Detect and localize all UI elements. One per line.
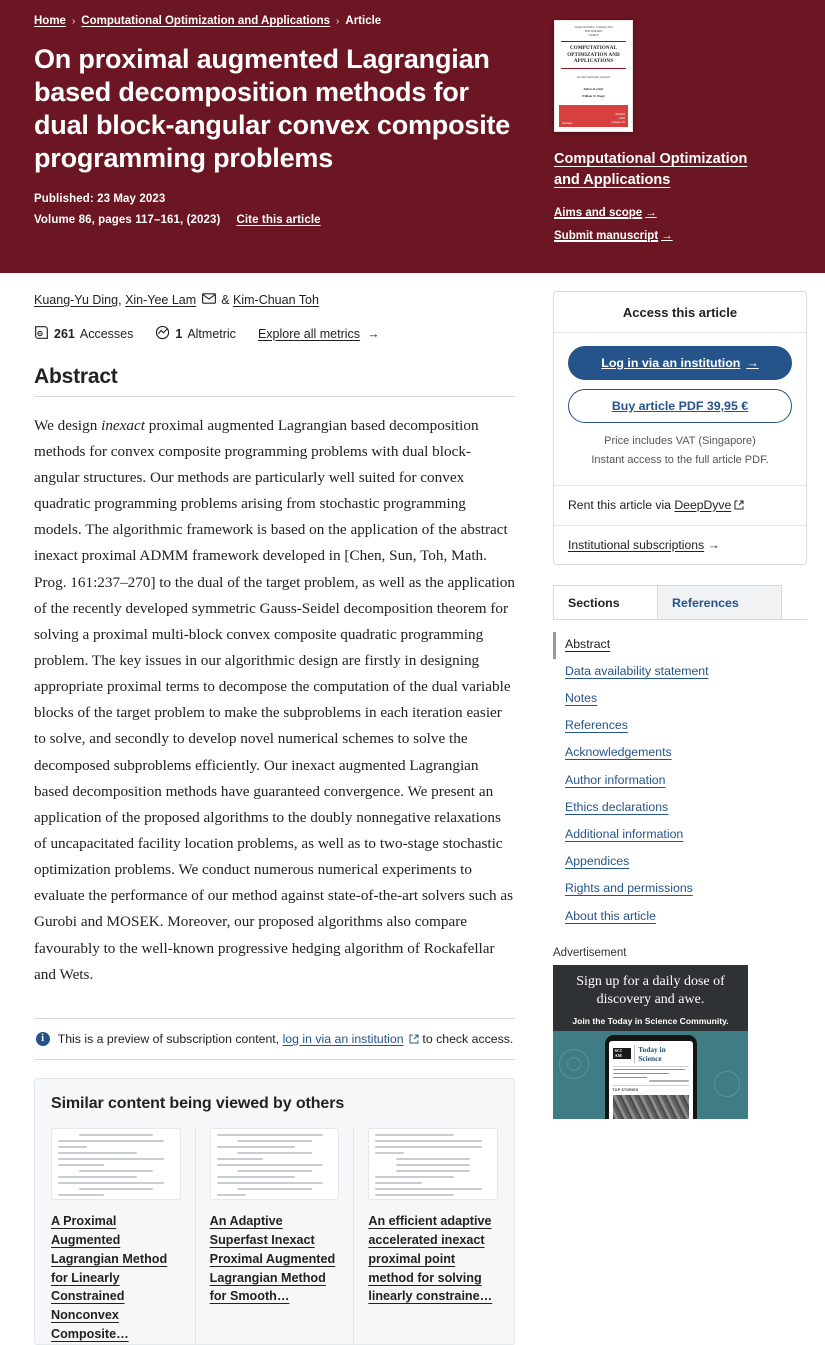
ad-subline: Join the Today in Science Community. — [572, 1015, 729, 1026]
sections-nav-list — [553, 620, 807, 931]
ad-text-line — [613, 1073, 669, 1074]
ad-phone-mockup — [605, 1035, 697, 1119]
cover-subtitle: An International Journal — [577, 75, 610, 80]
arrow-right-icon-metrics: → — [367, 326, 380, 341]
sidebar-item-label[interactable]: References — [565, 718, 628, 733]
ad-headline-block — [553, 965, 748, 1031]
cover-editor-block — [555, 86, 632, 99]
ad-story-image — [613, 1095, 689, 1119]
sidebar-item-label[interactable]: Rights and permissions — [565, 881, 693, 896]
sidebar — [545, 273, 825, 1119]
altmetric-label: Altmetric — [187, 326, 236, 341]
sidebar-item-label[interactable]: Appendices — [565, 854, 630, 869]
breadcrumb-journal[interactable]: Computational Optimization and Applications — [81, 15, 331, 27]
authors-ampersand: & — [221, 293, 230, 308]
preview-login-link[interactable]: log in via an institution — [282, 1031, 404, 1046]
aims-and-scope-label: Aims and scope — [554, 207, 643, 220]
author-list — [34, 291, 515, 310]
cover-issue-info — [555, 21, 632, 38]
page-body — [0, 273, 825, 1345]
rent-prefix: Rent this article via — [568, 497, 671, 512]
ad-image-area — [553, 1031, 748, 1119]
sidebar-item-label[interactable]: Acknowledgements — [565, 745, 672, 760]
abstract-part-1: We design — [34, 416, 102, 434]
breadcrumb-current: Article — [345, 15, 382, 27]
sidebar-item-label[interactable]: Abstract — [565, 636, 611, 651]
sidebar-item-label[interactable]: About this article — [565, 908, 656, 923]
ad-decoration-circle-2 — [567, 1057, 581, 1071]
metrics-bar — [34, 325, 515, 343]
cover-journal-title: COMPUTATIONAL OPTIMIZATION AND APPLICATIONS — [567, 44, 620, 65]
aims-and-scope-link[interactable] — [554, 207, 795, 219]
similar-content-panel — [34, 1078, 515, 1345]
breadcrumb-separator-icon-2: › — [336, 15, 340, 27]
external-link-icon-deepdyve — [734, 499, 744, 513]
login-via-institution-button[interactable] — [568, 346, 792, 380]
abstract-text — [34, 413, 515, 988]
cite-this-article-link[interactable]: Cite this article — [236, 213, 321, 226]
author-comma-1: , — [118, 293, 122, 308]
arrow-right-icon-institutional: → — [707, 537, 720, 552]
institutional-subscriptions-link[interactable]: Institutional subscriptions — [568, 537, 705, 552]
instant-access-note: Instant access to the full article PDF. — [591, 454, 769, 467]
published-date: Published: 23 May 2023 — [34, 192, 166, 205]
similar-thumbnail-2 — [210, 1128, 340, 1200]
sidebar-item-label[interactable]: Notes — [565, 690, 598, 705]
info-icon: i — [36, 1032, 50, 1046]
altmetric-metric — [155, 325, 236, 343]
sidebar-item-appendices[interactable] — [553, 849, 807, 876]
similar-thumbnail-1 — [51, 1128, 181, 1200]
main-column — [0, 273, 545, 1345]
similar-content-grid — [51, 1128, 498, 1344]
access-article-box — [553, 291, 807, 565]
sidebar-item-abstract[interactable] — [553, 632, 807, 659]
arrow-right-icon: → — [645, 207, 657, 220]
similar-title-2[interactable]: An Adaptive Superfast Inexact Proximal Augmented Lagrangian Method for Smooth… — [209, 1213, 336, 1304]
sidebar-item-about-this-article[interactable] — [553, 904, 807, 931]
similar-title-3[interactable]: An efficient adaptive accelerated inexact proximal point method for solving linearly constraine… — [368, 1213, 493, 1304]
cover-corner-note: Available online springer.com — [611, 113, 625, 125]
buy-article-pdf-button[interactable]: Buy article PDF 39,95 € — [568, 389, 792, 423]
ad-headline-line-1: Sign up for a daily dose of — [576, 973, 725, 989]
ad-decoration-circle-3 — [714, 1071, 740, 1097]
sidebar-item-label[interactable]: Data availability statement — [565, 663, 709, 678]
ad-text-line — [613, 1077, 647, 1078]
similar-content-heading: Similar content being viewed by others — [51, 1094, 345, 1112]
ad-newsletter-title: Today in Science — [634, 1045, 688, 1063]
login-button-label: Log in via an institution — [601, 356, 741, 371]
submit-manuscript-link[interactable] — [554, 230, 795, 242]
volume-pages: Volume 86, pages 117–161, (2023) — [34, 213, 221, 226]
sidebar-tabs — [553, 585, 807, 620]
accesses-label: Accesses — [79, 326, 134, 341]
ad-headline-line-2: discovery and awe. — [596, 991, 705, 1007]
breadcrumb — [34, 14, 534, 29]
sidebar-item-additional-information[interactable] — [553, 822, 807, 849]
preview-notice-text — [58, 1032, 514, 1046]
preview-notice — [34, 1018, 515, 1060]
abstract-emphasis: inexact — [101, 416, 145, 434]
author-link-1[interactable]: Kuang-Yu Ding — [34, 293, 119, 308]
abstract-heading: Abstract — [34, 364, 118, 388]
breadcrumb-home[interactable]: Home — [34, 15, 66, 27]
preview-notice-before: This is a preview of subscription content, — [57, 1031, 280, 1046]
accesses-count: 261 — [54, 326, 75, 341]
sidebar-item-label[interactable]: Author information — [565, 772, 666, 787]
sidebar-item-acknowledgements[interactable] — [553, 740, 807, 767]
author-link-2[interactable]: Xin-Yee Lam — [125, 293, 197, 308]
submit-manuscript-label: Submit manuscript — [554, 230, 659, 243]
breadcrumb-separator-icon: › — [71, 15, 76, 27]
sciam-logo-icon: SCI AM — [613, 1048, 632, 1059]
cover-divider-bottom — [561, 68, 626, 69]
sidebar-item-data-availability[interactable] — [553, 659, 807, 686]
sidebar-item-notes[interactable] — [553, 686, 807, 713]
altmetric-count: 1 — [175, 326, 183, 341]
article-header — [0, 0, 825, 273]
sidebar-item-label[interactable]: Additional information — [565, 826, 684, 841]
ad-text-line — [649, 1080, 689, 1081]
ad-section-label: TOP STORIES — [613, 1085, 689, 1092]
similar-thumbnail-3 — [368, 1128, 498, 1200]
cover-divider-top — [561, 41, 626, 42]
cover-publisher-name: Springer — [562, 121, 573, 125]
page-title: On proximal augmented Lagrangian based decomposition methods for dual block-angular convex composite programming problems — [34, 43, 511, 173]
vat-note: Price includes VAT (Singapore) — [604, 435, 756, 448]
accesses-metric — [34, 325, 133, 343]
ad-phone-screen — [609, 1041, 693, 1119]
list-item[interactable] — [354, 1128, 498, 1344]
sidebar-item-label[interactable]: Ethics declarations — [565, 799, 669, 814]
header-left-column — [34, 14, 534, 226]
ad-newsletter-brand — [613, 1045, 689, 1067]
volume-line — [34, 214, 534, 226]
list-item[interactable] — [51, 1128, 196, 1344]
external-link-icon-preview — [404, 1032, 423, 1046]
abstract-part-2: proximal augmented Lagrangian based decomposition methods for convex composite programming problems with dual block-angular structures. Our methods are particularly well suited for convex quadratic programming problems arising from stochastic programming models. The algorithmic framework is based on the application of the abstract inexact proximal ADMM framework developed in [Chen, Sun, Toh, Math. Prog. 161:237–270] to the dual of the target problem, as well as the application of the recently developed symmetric Gauss-Seidel decomposition theorem for solving a proximal multi-block convex composite quadratic programming problem. The key issues in our algorithmic design are firstly in designing appropriate proximal terms to decompose the computation of the dual variable blocks of the target problem to make the subproblems in each iteration easier to solve, and secondly to develop novel numerical schemes to solve the decomposed subproblems efficiently. Our inexact augmented Lagrangian based decomposition methods have guaranteed convergence. We present an application of the proposed algorithms to the doubly nonnegative relaxations of uncapacitated facility location problems, as well as to two-stage stochastic optimization problems. We conduct numerous numerical experiments to evaluate the performance of our method against state-of-the-art solvers such as Gurobi and MOSEK. Moreover, our proposed algorithms also compare favourably to the well-known progressive hedging algorithm of Rockafellar and Wets. — [34, 416, 515, 983]
author-link-3[interactable]: Kim-Chuan Toh — [233, 293, 319, 308]
price-notes — [568, 432, 792, 471]
advertisement-label: Advertisement — [553, 946, 627, 959]
tab-sections[interactable]: Sections — [553, 585, 658, 619]
cover-issue-line-1: Volume 36 Number 1 February 2019 — [574, 26, 613, 29]
arrow-right-icon-2: → — [661, 230, 673, 243]
access-body — [554, 333, 806, 486]
deepdyve-link[interactable]: DeepDyve — [674, 497, 732, 512]
sidebar-item-ethics-declarations[interactable] — [553, 795, 807, 822]
cover-editor-label: Editor-in-Chief — [583, 87, 604, 92]
similar-title-1[interactable]: A Proximal Augmented Lagrangian Method for Linearly Constrained Nonconvex Composite… — [51, 1213, 168, 1342]
institutional-subscriptions-row — [554, 526, 806, 564]
sidebar-item-author-information[interactable] — [553, 768, 807, 795]
cover-issue-line-2: ISSN 0926-6003 — [584, 29, 603, 33]
journal-title-link[interactable]: Computational Optimization and Applications — [554, 151, 748, 189]
accesses-icon — [34, 325, 49, 343]
altmetric-icon — [155, 325, 170, 343]
preview-notice-after: to check access. — [422, 1031, 514, 1046]
cover-publisher-bar — [559, 105, 628, 127]
envelope-icon[interactable] — [202, 291, 216, 310]
abstract-divider — [34, 396, 515, 397]
tab-references[interactable]: References — [657, 585, 782, 619]
advertisement-banner[interactable] — [553, 965, 748, 1119]
sidebar-item-references[interactable] — [553, 713, 807, 740]
journal-cover-image[interactable] — [554, 20, 633, 132]
journal-panel — [534, 14, 795, 253]
arrow-right-icon-login: → — [746, 356, 759, 371]
cover-editor-name: William W. Hager — [581, 93, 606, 98]
list-item[interactable] — [196, 1128, 355, 1344]
explore-all-metrics-link[interactable]: Explore all metrics — [257, 326, 361, 341]
access-heading: Access this article — [554, 292, 806, 333]
ad-text-line — [613, 1069, 686, 1070]
sidebar-item-rights-and-permissions[interactable] — [553, 876, 807, 903]
rent-article-row — [554, 486, 806, 526]
cover-issue-line-3: COAPCF — [588, 33, 599, 37]
